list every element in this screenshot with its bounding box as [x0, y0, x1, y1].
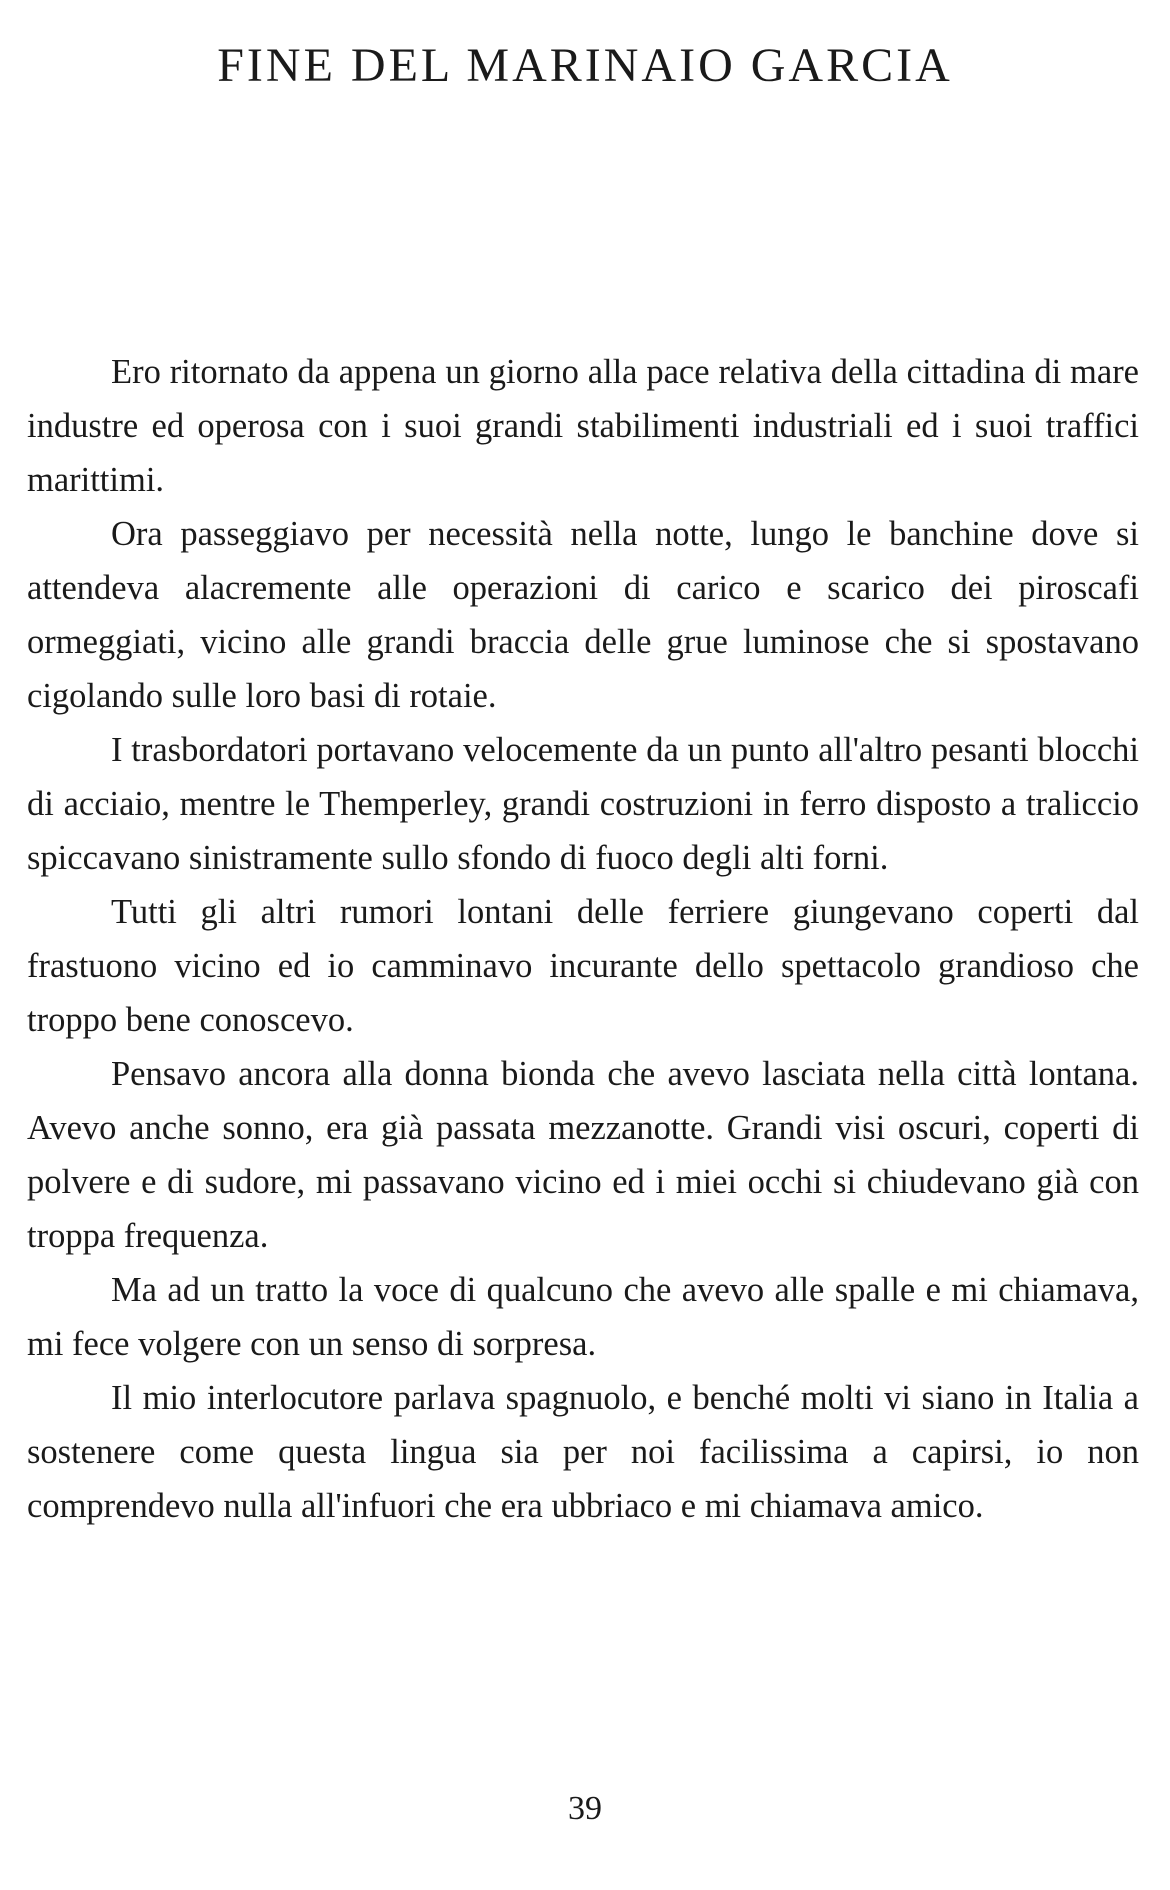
paragraph: Ma ad un tratto la voce di qualcuno che avevo alle spalle e mi chiamava, mi fece volgere con un senso di sorpresa.: [27, 1271, 1139, 1363]
page-number: 39: [568, 1790, 602, 1827]
paragraph: Il mio interlocutore parlava spagnuolo, e benché molti vi siano in Italia a sostenere come questa lingua sia per noi facilissima a capirsi, io non comprendevo nulla all'infuori che era ubbriaco e mi chiamava amico.: [27, 1379, 1139, 1525]
body-text: [27, 345, 1139, 1533]
paragraph: Tutti gli altri rumori lontani delle ferriere giungevano coperti dal frastuono vicino ed io camminavo incurante dello spettacolo grandioso che troppo bene conoscevo.: [27, 893, 1139, 1039]
paragraph: I trasbordatori portavano velocemente da un punto all'altro pesanti blocchi di acciaio, mentre le Themperley, grandi costruzioni in ferro disposto a traliccio spiccavano sinistramente sullo sfondo di fuoco degli alti forni.: [27, 731, 1139, 877]
chapter-title: FINE DEL MARINAIO GARCIA: [217, 39, 953, 92]
paragraph: Ora passeggiavo per necessità nella notte, lungo le banchine dove si attendeva alacremente alle operazioni di carico e scarico dei piroscafi ormeggiati, vicino alle grandi braccia delle grue luminose che si spostavano cigolando sulle loro basi di rotaie.: [27, 515, 1139, 715]
paragraph: Pensavo ancora alla donna bionda che avevo lasciata nella città lontana. Avevo anche sonno, era già passata mezzanotte. Grandi visi oscuri, coperti di polvere e di sudore, mi passavano vicino ed i miei occhi si chiudevano già con troppa frequenza.: [27, 1055, 1139, 1255]
paragraph: Ero ritornato da appena un giorno alla pace relativa della cittadina di mare industre ed operosa con i suoi grandi stabilimenti industriali ed i suoi traffici marittimi.: [27, 353, 1139, 499]
